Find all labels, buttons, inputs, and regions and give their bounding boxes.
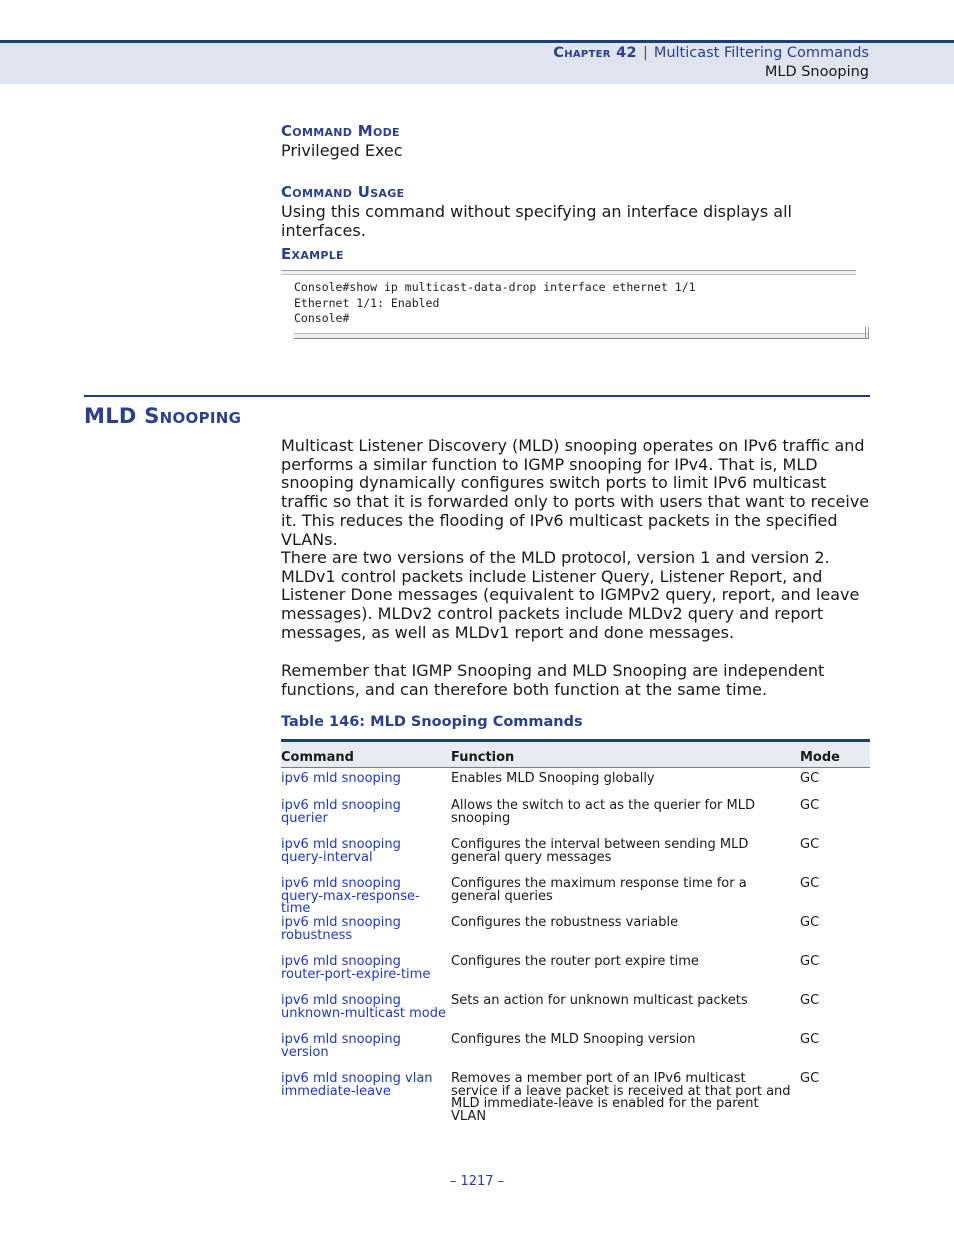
mode-cell: GC <box>800 954 820 969</box>
function-cell: Configures the maximum response time for a general queries <box>451 876 747 904</box>
code-line: Ethernet 1/1: Enabled <box>294 296 440 310</box>
column-header-mode: Mode <box>800 750 840 765</box>
command-link[interactable]: ipv6 mld snooping version <box>281 1032 401 1060</box>
command-link[interactable]: ipv6 mld snooping vlan immediate-leave <box>281 1071 433 1099</box>
command-link[interactable]: ipv6 mld snooping query-interval <box>281 837 401 865</box>
chapter-label: Chapter 42 <box>553 45 637 61</box>
running-section: MLD Snooping <box>764 64 869 80</box>
section-title: MLD Snooping <box>84 404 242 428</box>
code-box-bottom-rule <box>294 333 869 339</box>
code-box-corner <box>865 327 869 339</box>
code-line: Console# <box>294 311 350 325</box>
page-number: – 1217 – <box>449 1174 505 1189</box>
command-link[interactable]: ipv6 mld snooping query-max-response-time <box>281 876 420 916</box>
code-box-top-rule <box>281 270 856 275</box>
function-cell: Configures the interval between sending MLD general query messages <box>451 837 749 865</box>
column-header-command: Command <box>281 750 354 765</box>
mode-cell: GC <box>800 915 820 930</box>
code-line: Console#show ip multicast-data-drop interface ethernet 1/1 <box>294 280 696 294</box>
column-header-function: Function <box>451 750 515 765</box>
mode-cell: GC <box>800 771 820 786</box>
command-link[interactable]: ipv6 mld snooping router-port-expire-time <box>281 954 431 982</box>
command-link[interactable]: ipv6 mld snooping unknown-multicast mode <box>281 993 446 1021</box>
table-header-row <box>281 742 870 768</box>
function-cell: Sets an action for unknown multicast packets <box>451 993 748 1008</box>
command-link[interactable]: ipv6 mld snooping robustness <box>281 915 401 943</box>
chapter-title: Multicast Filtering Commands <box>653 45 869 61</box>
function-cell: Configures the router port expire time <box>451 954 699 969</box>
mode-cell: GC <box>800 1032 820 1047</box>
command-usage-heading: Command Usage <box>281 183 405 201</box>
function-cell: Configures the robustness variable <box>451 915 679 930</box>
mode-cell: GC <box>800 798 820 813</box>
function-cell: Allows the switch to act as the querier for MLD snooping <box>451 798 755 826</box>
function-cell: Enables MLD Snooping globally <box>451 771 655 786</box>
function-cell: Configures the MLD Snooping version <box>451 1032 696 1047</box>
table-caption: Table 146: MLD Snooping Commands <box>281 714 583 730</box>
running-header <box>553 45 869 61</box>
example-heading: Example <box>281 245 344 263</box>
command-link[interactable]: ipv6 mld snooping querier <box>281 798 401 826</box>
paragraph: Multicast Listener Discovery (MLD) snooping operates on IPv6 traffic and performs a similar function to IGMP snooping for IPv4. That is, MLD snooping dynamically configures switch ports to limit IPv6 multicast traffic so that it is forwarded only to ports with users that want to receive it. This reduces the flooding of IPv6 multicast packets in the specified VLANs. <box>281 436 870 549</box>
function-cell: Removes a member port of an IPv6 multicast service if a leave packet is received at that port and MLD immediate-leave is enabled for the parent VLAN <box>451 1071 791 1124</box>
header-separator: | <box>642 45 648 61</box>
command-mode-heading: Command Mode <box>281 122 400 140</box>
command-mode-text: Privileged Exec <box>281 141 403 160</box>
command-link[interactable]: ipv6 mld snooping <box>281 771 401 786</box>
mode-cell: GC <box>800 837 820 852</box>
mode-cell: GC <box>800 993 820 1008</box>
section-rule <box>84 395 870 397</box>
mode-cell: GC <box>800 876 820 891</box>
command-usage-text: Using this command without specifying an interface displays all interfaces. <box>281 202 792 240</box>
mode-cell: GC <box>800 1071 820 1086</box>
paragraph: There are two versions of the MLD protocol, version 1 and version 2. MLDv1 control packets include Listener Query, Listener Report, and Listener Done messages (equivalent to IGMPv2 query, report, and leave messages). MLDv2 control packets include MLDv2 query and report messages, as well as MLDv1 report and done messages. <box>281 548 860 642</box>
paragraph: Remember that IGMP Snooping and MLD Snooping are independent functions, and can therefore both function at the same time. <box>281 661 825 699</box>
